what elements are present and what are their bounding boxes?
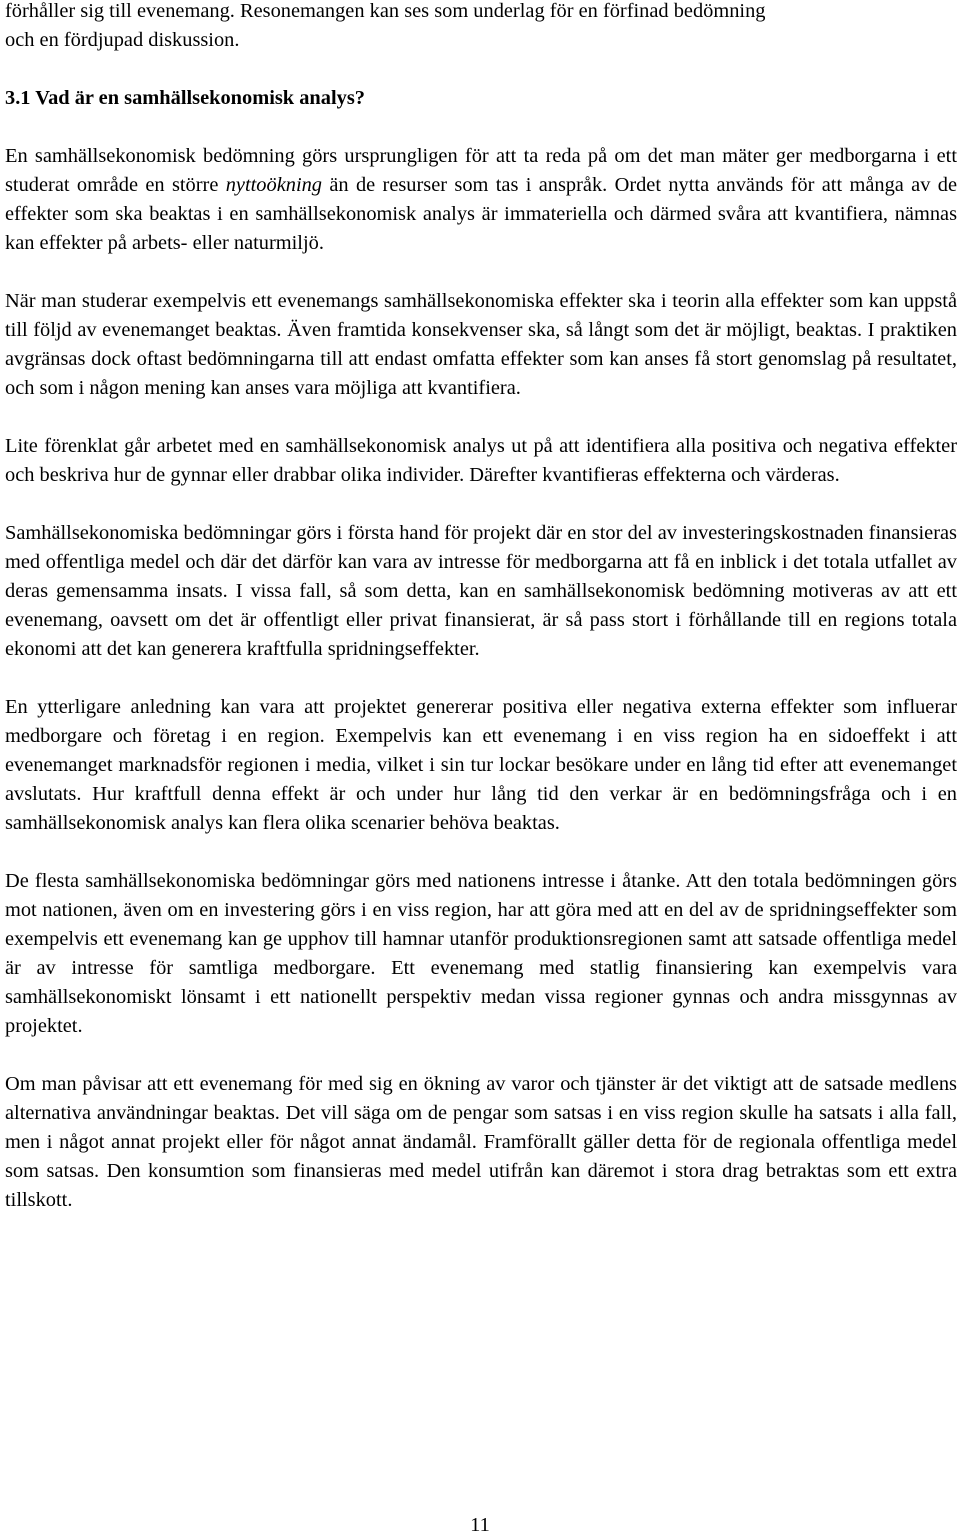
paragraph-1 [5,142,957,258]
paragraph-5: En ytterligare anledning kan vara att projektet genererar positiva eller negativa externa effekter som influerar medborgare och företag i en region. Exempelvis kan ett evenemang i en viss region ha en sidoeffekt i att evenemanget marknadsför regionen i media, vilket i sin tur lockar besökare under en lång tid efter att evenemanget avslutats. Hur kraftfull denna effekt är och under hur lång tid den verkar är en bedömningsfråga och i en samhällsekonomisk analys kan flera olika scenarier behöva beaktas. [5,696,957,834]
paragraph-1-end: än de resurser som tas i anspråk. Ordet nytta används för att många av de effekter som ska beaktas i en samhällsekonomisk analys är immateriella och därmed svåra att kvantifiera, nämnas kan effekter på arbets- eller naturmiljö. [5,174,957,254]
document-page [5,0,957,1215]
paragraph-2: När man studerar exempelvis ett evenemangs samhällsekonomiska effekter ska i teorin alla effekter som kan uppstå till följd av evenemanget beaktas. Även framtida konsekvenser ska, så långt som det är möjligt, beaktas. I praktiken avgränsas dock oftast bedömningarna till att endast omfatta effekter som kan anses få stort genomslag på resultatet, och som i någon mening kan anses vara möjliga att kvantifiera. [5,290,957,399]
paragraph-7: Om man påvisar att ett evenemang för med sig en ökning av varor och tjänster är det viktigt att de satsade medlens alternativa användningar beaktas. Det vill säga om de pengar som satsas i en viss region skulle ha satsats i alla fall, men i något annat projekt eller för något annat ändamål. Framförallt gäller detta för de regionala offentliga medel som satsas. Den konsumtion som finansieras med medel utifrån kan däremot i stora drag betraktas som ett extra tillskott. [5,1073,957,1211]
intro-line-1: förhåller sig till evenemang. Resonemangen kan ses som underlag för en förfinad bedömning [5,0,766,22]
page-number: 11 [470,1514,490,1536]
emphasis-nyttookning: nyttoökning [225,174,323,196]
paragraph-3: Lite förenklat går arbetet med en samhällsekonomisk analys ut på att identifiera alla positiva och negativa effekter och beskriva hur de gynnar eller drabbar olika individer. Därefter kvantifieras effekterna och värderas. [5,435,957,486]
paragraph-4: Samhällsekonomiska bedömningar görs i första hand för projekt där en stor del av investeringskostnaden finansieras med offentliga medel och där det därför kan vara av intresse för medborgarna att få en inblick i det totala utfallet av deras gemensamma insats. I vissa fall, så som detta, kan en samhällsekonomisk bedömning motiveras av att ett evenemang, oavsett om det är offentligt eller privat finansierat, är så pass stort i förhållande till en regions totala ekonomi att det kan generera kraftfulla spridningseffekter. [5,522,957,660]
section-heading: 3.1 Vad är en samhällsekonomisk analys? [5,87,365,109]
intro-paragraph [5,0,957,55]
paragraph-6: De flesta samhällsekonomiska bedömningar görs med nationens intresse i åtanke. Att den totala bedömningen görs mot nationen, även om en investering görs i en viss region, har att göra med att en del av de spridningseffekter som exempelvis ett evenemang kan ge upphov till hamnar utanför produktionsregionen samt att satsade offentliga medel är av intresse för samtliga medborgare. Ett evenemang med statlig finansiering kan exempelvis vara samhällsekonomiskt lönsamt i ett nationellt perspektiv medan vissa regioner gynnas och andra missgynnas av projektet. [5,870,957,1037]
paragraph-1-start: En samhällsekonomisk bedömning görs ursprungligen för att ta reda på om det man mäter ger medborgarna i ett studerat område en större [5,145,957,196]
intro-line-2: och en fördjupad diskussion. [5,29,240,51]
